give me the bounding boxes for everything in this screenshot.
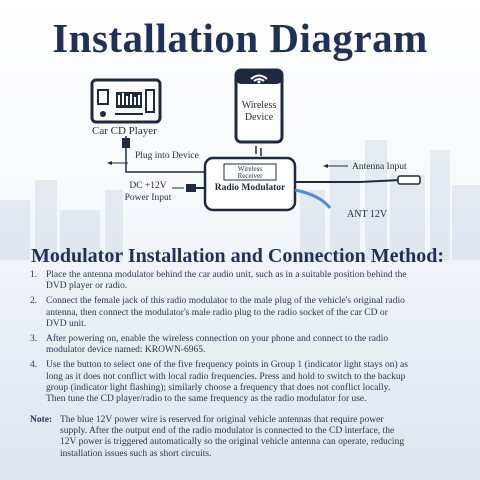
radio-modulator-label: Radio Modulator xyxy=(214,183,286,193)
list-item: 1. Place the antenna modulator behind the car audio unit, such as in a suitable position behind the DVD player or radio. xyxy=(30,270,407,292)
note-block xyxy=(30,415,410,460)
note-label: Note: xyxy=(30,415,53,425)
list-item: 2. Connect the female jack of this radio modulator to the male plug of the vehicle's original radio antenna, then connect the modulator's male radio plug to the radio socket of the car CD or DVD unit. xyxy=(30,296,405,329)
steps-list xyxy=(30,270,410,409)
wireless-device-label-1: Wireless xyxy=(241,100,277,111)
dc-power-label-1: DC +12V xyxy=(129,181,167,191)
antenna-cable xyxy=(295,180,400,182)
ant-12v-wire xyxy=(295,190,330,208)
note-text: The blue 12V power wire is reserved for original vehicle antennas that require power supply. After the output end of the radio modulator is connected to the CD interface, the 12V power is triggered automatically so the original vehicle antenna can operate, reducing installation issues such as short circuits. xyxy=(60,415,405,459)
list-item: 3. After powering on, enable the wireless connection on your phone and connect to the radio modulator device named: KROWN-6965. xyxy=(30,334,389,356)
list-item: 4. Use the button to select one of the five frequency points in Group 1 (indicator light stays on) as long as it does not conflict with local radio frequencies. Press and hold to switch to the backup group (indicator light flashing); similarly choose a frequency that does not conflict locally. Then tune the CD player/radio to the same frequency as the radio modulator for use. xyxy=(30,360,408,405)
car-cd-player-label: Car CD Player xyxy=(92,125,157,137)
bluetooth-link-icon xyxy=(256,146,261,156)
installation-diagram xyxy=(0,60,480,245)
wireless-receiver-label-1: Wireless xyxy=(237,165,263,173)
antenna-plug xyxy=(398,176,420,184)
dc-power-label-2: Power Input xyxy=(124,193,172,203)
antenna-input-label: Antenna Input xyxy=(352,162,407,172)
ant-12v-label: ANT 12V xyxy=(347,209,388,220)
wireless-device-label-2: Device xyxy=(244,112,274,123)
page-title: Installation Diagram xyxy=(52,15,428,61)
section-title: Modulator Installation and Connection Method: xyxy=(31,245,445,267)
wireless-receiver-label-2: Receiver xyxy=(237,172,263,180)
car-cd-player-icon xyxy=(92,80,160,122)
plug-into-device-label: Plug into Device xyxy=(135,151,199,161)
